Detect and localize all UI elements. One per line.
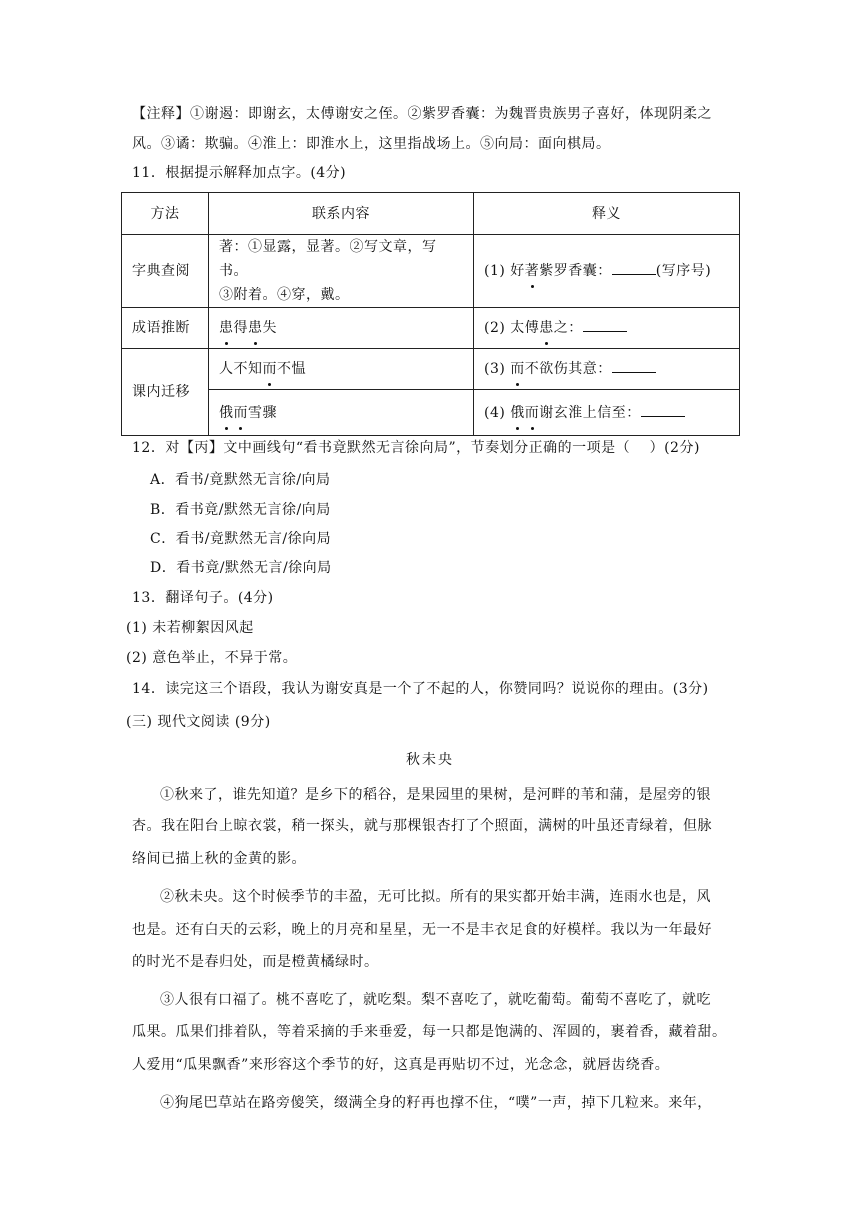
- row4-content-post: 雪骤: [248, 404, 277, 421]
- row4-content: [209, 390, 474, 436]
- row3-answer: [474, 349, 740, 390]
- q12-option-a[interactable]: A．看书/竟默然无言徐/向局: [150, 472, 331, 488]
- paragraph-4-line-1: ④狗尾巴草站在路旁傻笑，缀满全身的籽再也撑不住，“噗”一声，掉下几粒来。来年，: [160, 1095, 712, 1111]
- row4-answer-dot2: 而: [525, 401, 540, 425]
- row2-content-post: 得: [233, 320, 248, 336]
- note-line-2: 风。③谲：欺骗。④淮上：即淮水上，这里指战场上。⑤向局：面向棋局。: [132, 136, 611, 152]
- row1-answer-dot: 著: [525, 259, 540, 283]
- paragraph-3-line-3: 人爱用“瓜果飘香”来形容这个季节的好，这真是再贴切不过，光念念，就唇齿绕香。: [132, 1057, 670, 1073]
- row1-content: [209, 235, 474, 308]
- paragraph-3-line-2: 瓜果。瓜果们排着队，等着采摘的手来垂爱，每一只都是饱满的、浑圆的，裹着香，藏着甜。: [132, 1024, 727, 1040]
- table-header-row: [122, 193, 740, 235]
- paragraph-2-line-1: ②秋未央。这个时候季节的丰盈，无可比拟。所有的果实都开始丰满，连雨水也是，风: [160, 889, 711, 905]
- row1-answer-post: 紫罗香囊：: [539, 263, 612, 279]
- row3-method: 课内迁移: [122, 349, 209, 436]
- q11-table: [121, 192, 740, 436]
- row3-content-post: 不愠: [277, 361, 306, 377]
- q12-title: 12．对【丙】文中画线句“看书竟默然无言徐向局”，节奏划分正确的一项是（ ）(2分): [132, 440, 700, 456]
- paragraph-3-line-1: ③人很有口福了。桃不喜吃了，就吃梨。梨不喜吃了，就吃葡萄。葡萄不喜吃了，就吃: [160, 992, 711, 1008]
- row3-answer-post: 不欲伤其意：: [524, 361, 612, 377]
- row4-content-dot: 俄: [219, 401, 234, 425]
- row4-answer-dot: 俄: [510, 401, 525, 425]
- row2-content-dot: 患: [219, 316, 234, 340]
- paragraph-1-line-2: 杏。我在阳台上晾衣裳，稍一探头，就与那棵银杏打了个照面，满树的叶虽还青绿着，但脉: [132, 818, 712, 834]
- row2-content-post2: 失: [262, 320, 277, 336]
- header-meaning: 释义: [474, 193, 740, 235]
- table-row: [122, 235, 740, 308]
- section3-heading: (三) 现代文阅读 (9分): [126, 714, 271, 730]
- row3-content-pre: 人不知: [219, 361, 263, 377]
- q13-item-2: (2) 意色举止，不异于常。: [126, 650, 298, 666]
- essay-title: 秋未央: [406, 752, 454, 768]
- row4-answer-post: 谢玄淮上信至：: [539, 404, 641, 421]
- q12-option-c[interactable]: C．看书/竟默然无言/徐向局: [150, 531, 332, 547]
- paragraph-1-line-1: ①秋来了，谁先知道？是乡下的稻谷，是果园里的果树，是河畔的苇和蒲，是屋旁的银: [160, 787, 711, 803]
- row4-answer: [474, 390, 740, 436]
- q14-title: 14．读完这三个语段，我认为谢安真是一个了不起的人，你赞同吗？说说你的理由。(3分): [132, 681, 709, 697]
- row2-method: 成语推断: [122, 308, 209, 349]
- row3-content: [209, 349, 474, 390]
- table-row: [122, 390, 740, 436]
- q11-title: 11．根据提示解释加点字。(4分): [132, 165, 347, 181]
- paragraph-2-line-3: 的时光不是春归处，而是橙黄橘绿时。: [132, 954, 379, 970]
- row2-answer: [474, 308, 740, 349]
- q12-option-b[interactable]: B．看书竟/默然无言徐/向局: [150, 502, 331, 518]
- note-line-1: 【注释】①谢遏：即谢玄，太傅谢安之侄。②紫罗香囊：为魏晋贵族男子喜好，体现阴柔之: [132, 106, 712, 122]
- q13-title: 13．翻译句子。(4分): [132, 590, 274, 606]
- row3-answer-dot: 而: [510, 357, 525, 381]
- table-row: [122, 308, 740, 349]
- row1-method: 字典查阅: [122, 235, 209, 308]
- row1-answer: [474, 235, 740, 308]
- answer-blank-3[interactable]: [612, 358, 656, 373]
- row2-answer-dot: 患: [539, 316, 554, 340]
- row4-answer-pre: (4): [484, 404, 511, 421]
- answer-blank-4[interactable]: [641, 402, 685, 417]
- row1-answer-tail: (写序号): [655, 263, 712, 279]
- row1-content-line1: 著：①显露，显著。②写文章，写书。: [219, 239, 437, 279]
- answer-blank-1[interactable]: [612, 260, 656, 275]
- row3-answer-pre: (3): [484, 361, 511, 377]
- row2-answer-pre: (2) 太傅: [484, 320, 540, 336]
- paragraph-2-line-2: 也是。还有白天的云彩，晚上的月亮和星星，无一不是丰衣足食的好模样。我以为一年最好: [132, 922, 712, 938]
- row2-content: [209, 308, 474, 349]
- answer-blank-2[interactable]: [583, 317, 627, 332]
- header-method: 方法: [122, 193, 209, 235]
- row1-content-line2: ③附着。④穿，戴。: [219, 287, 350, 303]
- header-content: 联系内容: [209, 193, 474, 235]
- row3-content-dot: 而: [263, 357, 278, 381]
- row4-content-dot2: 而: [234, 401, 249, 425]
- row2-content-dot2: 患: [248, 316, 263, 340]
- q12-option-d[interactable]: D．看书竟/默然无言/徐向局: [150, 560, 332, 576]
- row2-answer-post: 之：: [553, 320, 583, 336]
- row1-answer-pre: (1) 好: [484, 263, 525, 279]
- table-row: [122, 349, 740, 390]
- q13-item-1: (1) 未若柳絮因风起: [126, 620, 254, 636]
- paragraph-1-line-3: 络间已描上秋的金黄的影。: [132, 851, 306, 867]
